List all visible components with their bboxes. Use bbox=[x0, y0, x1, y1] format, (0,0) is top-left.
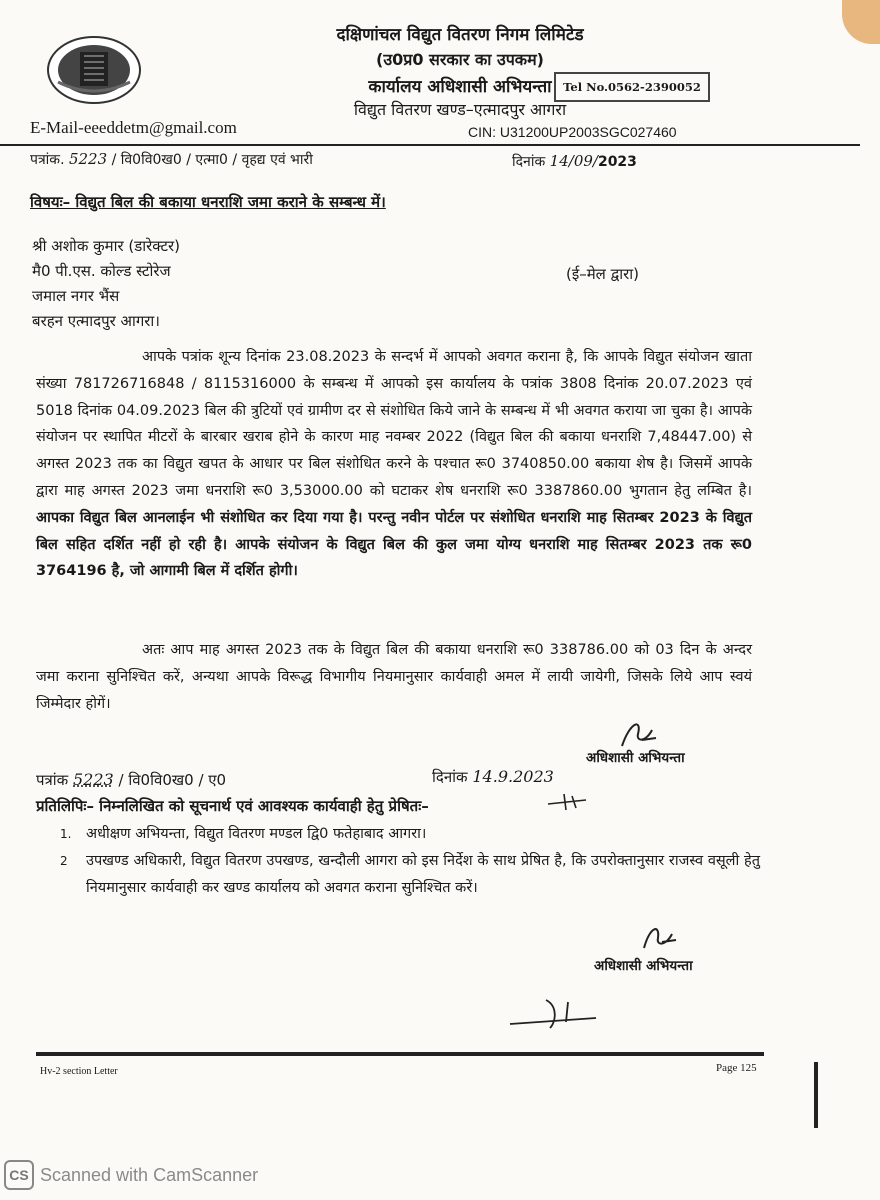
body-paragraph-1 bbox=[36, 344, 752, 585]
org-name: दक्षिणांचल विद्युत वितरण निगम लिमिटेड bbox=[336, 25, 584, 45]
addressee-city: बरहन एत्मादपुर आगरा। bbox=[32, 312, 160, 330]
cin: CIN: U31200UP2003SGC027460 bbox=[468, 124, 677, 140]
pratilipi-heading: प्रतिलिपिः– निम्नलिखित को सूचनार्थ एवं आवश्यक कार्यवाही हेतु प्रेषितः– bbox=[36, 797, 429, 815]
copy-ref-line bbox=[36, 770, 226, 790]
signature-1 bbox=[612, 712, 672, 752]
designation-2: अधिशासी अभियन्ता bbox=[594, 958, 693, 974]
footer-left: Hv-2 section Letter bbox=[40, 1066, 118, 1077]
camscanner-text: Scanned with CamScanner bbox=[40, 1164, 259, 1185]
copy-date bbox=[432, 767, 554, 787]
addressee bbox=[32, 234, 180, 334]
tel-number: Tel No.0562-2390052 bbox=[563, 80, 701, 94]
tel-box bbox=[554, 72, 710, 102]
date-value: 14/09/ bbox=[549, 152, 598, 170]
right-margin-mark bbox=[814, 1062, 818, 1128]
email: E-Mail-eeeddetm@gmail.com bbox=[30, 118, 237, 137]
copy-patrank-number: 5223 bbox=[73, 770, 114, 789]
division-title: विद्युत वितरण खण्ड–एत्मादपुर आगरा bbox=[353, 100, 567, 119]
body-paragraph-2: अतः आप माह अगस्त 2023 तक के विद्युत बिल की बकाया धनराशि रू0 338786.00 को 03 दिन के अन्दर जमा कराना सुनिश्चित करें, अन्यथा आपके विरूद्ध विभागीय नियमानुसार कार्यवाही अमल में लायी जायेगी, जिसके लिये आप स्वयं जिम्मेदार होगें। bbox=[36, 642, 752, 712]
org-sub: (उ0प्र0 सरकार का उपकम) bbox=[376, 50, 544, 69]
patrank-label: पत्रांक bbox=[30, 152, 61, 168]
copy-item-1-num: 1. bbox=[60, 827, 72, 841]
office-title: कार्यालय अधिशासी अभियन्ता bbox=[368, 77, 552, 97]
body-p1-normal: आपके पत्रांक शून्य दिनांक 23.08.2023 के सन्दर्भ में आपको अवगत कराना है, कि आपके विद्युत संयोजन खाता संख्या 781726716848 / 8115316000 के सम्बन्ध में आपको इस कार्यालय के पत्रांक 3808 दिनांक 20.07.2023 एवं 5018 दिनांक 04.09.2023 बिल की त्रुटियों एवं ग्रामीण दर से संशोधित किये जाने के सम्बन्ध में भी अवगत कराया जा चुका है। आपके संयोजन पर स्थापित मीटरों के बारबार खराब होने के कारण माह नवम्बर 2022 (विद्युत बिल की बकाया धनराशि 7,48447.00) से अगस्त 2023 तक का विद्युत खपत के आधार पर बिल संशोधित करने के पश्चात रू0 3740850.00 बकाया शेष है। जिसमें आपके द्वारा माह अगस्त 2023 जमा धनराशि रू0 3,53000.00 को घटाकर शेष धनराशि रू0 3387860.00 भुगतान हेतु लम्बित है। bbox=[36, 349, 752, 499]
ref-line: पत्रांक. 5223 / वि0वि0ख0 / एत्मा0 / वृहद्य एवं भारी bbox=[30, 150, 313, 168]
copy-date-label: दिनांक bbox=[432, 768, 468, 786]
camscanner-watermark bbox=[4, 1160, 258, 1190]
addressee-name: श्री अशोक कुमार (डारेक्टर) bbox=[32, 237, 181, 255]
copy-patrank-label: पत्रांक bbox=[36, 771, 69, 789]
pratilipi-scribble bbox=[546, 790, 596, 814]
date-label: दिनांक bbox=[512, 154, 546, 170]
copy-item-2-text: उपखण्ड अधिकारी, विद्युत वितरण उपखण्ड, खन्दौली आगरा को इस निर्देश के साथ प्रेषित है, कि उपरोक्तानुसार राजस्व वसूली हेतु नियमानुसार कार्यवाही कर खण्ड कार्यालय को अवगत कराना सुनिश्चित करें। bbox=[86, 853, 760, 896]
ref-date bbox=[512, 152, 637, 171]
signature-3 bbox=[506, 992, 600, 1032]
copy-item-2 bbox=[60, 848, 760, 901]
copy-item-1-text: अधीक्षण अभियन्ता, विद्युत वितरण मण्डल द्वि0 फतेहाबाद आगरा। bbox=[86, 826, 427, 842]
camscanner-logo-icon: CS bbox=[4, 1160, 34, 1190]
copy-item-2-num: 2 bbox=[60, 854, 68, 868]
designation-1: अधिशासी अभियन्ता bbox=[586, 750, 685, 766]
date-year: 2023 bbox=[597, 154, 637, 170]
footer-divider bbox=[36, 1052, 764, 1056]
via-email: (ई–मेल द्वारा) bbox=[566, 265, 640, 283]
addressee-company: मै0 पी.एस. कोल्ड स्टोरेज bbox=[32, 262, 171, 280]
copy-date-value: 14.9.2023 bbox=[472, 767, 554, 786]
footer-right: Page 125 bbox=[716, 1062, 757, 1074]
subject: विषयः– विद्युत बिल की बकाया धनराशि जमा कराने के सम्बन्ध में। bbox=[30, 193, 386, 211]
copy-item-1 bbox=[60, 822, 760, 847]
header-divider bbox=[0, 144, 860, 146]
signature-2 bbox=[636, 918, 686, 954]
patrank-number: 5223 bbox=[68, 150, 108, 168]
patrank-rest: / वि0वि0ख0 / एत्मा0 / वृहद्य एवं भारी bbox=[111, 152, 313, 168]
copy-patrank-rest: / वि0वि0ख0 / ए0 bbox=[118, 771, 227, 789]
addressee-area: जमाल नगर भैंस bbox=[32, 287, 120, 305]
body-p1-bold: आपका विद्युत बिल आनलाईन भी संशोधित कर दिया गया है। परन्तु नवीन पोर्टल पर संशोधित धनराशि माह सितम्बर 2023 के विद्युत बिल सहित दर्शित नहीं हो रही है। आपके संयोजन के विद्युत बिल की कुल जमा योग्य धनराशि माह सितम्बर 2023 तक रू0 3764196 है, जो आगामी बिल में दर्शित होगी। bbox=[36, 509, 752, 580]
